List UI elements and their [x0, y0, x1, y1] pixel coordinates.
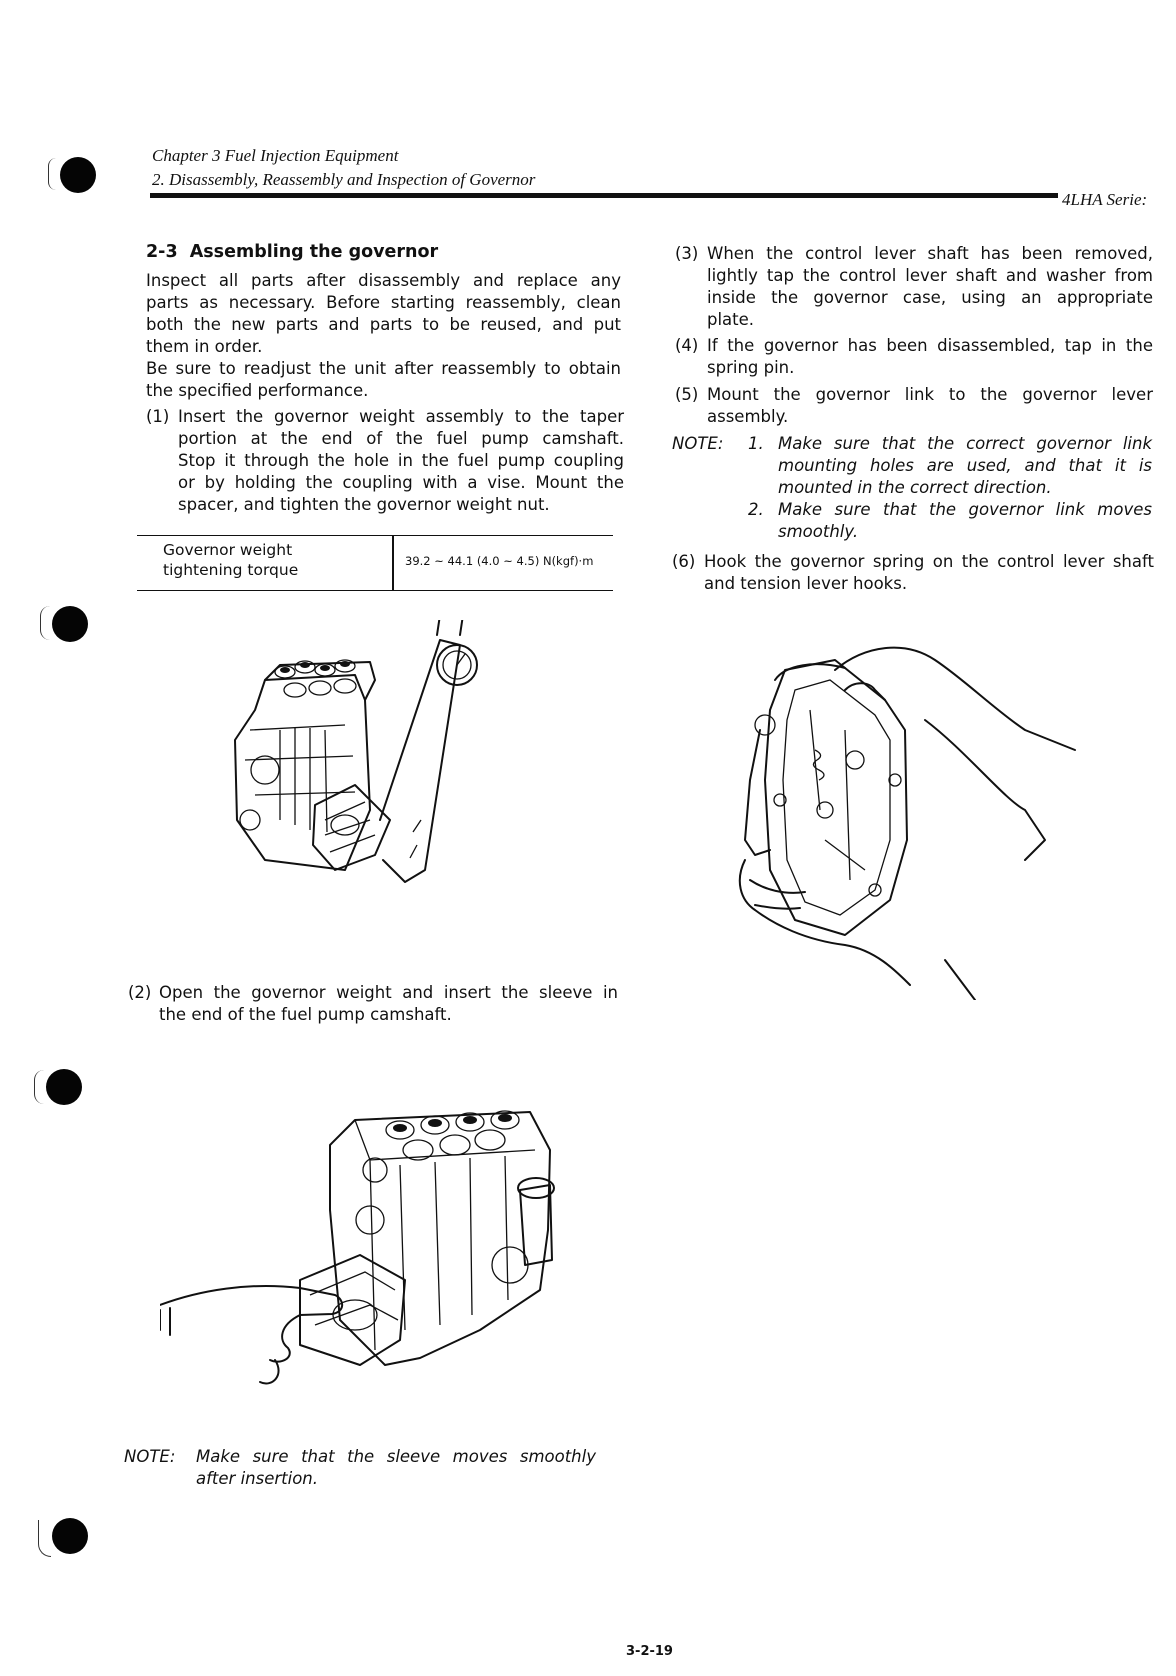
hole-mark-4 — [38, 1520, 51, 1557]
right-note-1-line-1: Make sure that the correct governor link — [778, 434, 1152, 453]
step-3-line-2: lightly tap the control lever shaft and washer from — [707, 266, 1153, 285]
binder-hole-4 — [52, 1518, 88, 1554]
step-5-line-2: assembly. — [707, 407, 789, 426]
torque-table-divider — [392, 536, 394, 590]
step-5-line-1: Mount the governor link to the governor lever — [707, 385, 1153, 404]
step-2-line-2: the end of the fuel pump camshaft. — [159, 1005, 452, 1024]
chapter-title: Chapter 3 Fuel Injection Equipment — [152, 146, 399, 165]
hole-mark-1 — [48, 158, 59, 190]
step-6-line-1: Hook the governor spring on the control lever shaft — [704, 552, 1154, 571]
intro-line-1: Inspect all parts after disassembly and replace any — [146, 271, 621, 290]
header-rule — [150, 193, 1058, 198]
torque-label-line-2: tightening torque — [163, 561, 299, 579]
right-note-1-number: 1. — [748, 434, 764, 453]
right-note-2-line-1: Make sure that the governor link moves — [778, 500, 1152, 519]
hole-mark-3 — [34, 1070, 45, 1104]
fig1-illustration — [225, 620, 525, 950]
left-note-line-1: Make sure that the sleeve moves smoothly — [196, 1447, 596, 1466]
torque-table — [137, 535, 613, 591]
binder-hole-2 — [52, 606, 88, 642]
step-6-line-2: and tension lever hooks. — [704, 574, 908, 593]
binder-hole-3 — [46, 1069, 82, 1105]
section-title: 2. Disassembly, Reassembly and Inspection of Governor — [152, 170, 536, 189]
step-4-number: (4) — [675, 336, 699, 355]
step-6-number: (6) — [672, 552, 696, 571]
step-6 — [672, 551, 1154, 595]
right-note-label: NOTE: — [672, 434, 724, 453]
section-heading — [146, 242, 438, 262]
step-5-number: (5) — [675, 385, 699, 404]
step-3-line-3: inside the governor case, using an appropriate — [707, 288, 1153, 307]
torque-label-line-1: Governor weight — [163, 541, 293, 559]
hole-mark-2 — [40, 606, 51, 640]
step-3-number: (3) — [675, 244, 699, 263]
series-label: 4LHA Serie: — [1062, 190, 1148, 209]
intro2-line-2: the specified performance. — [146, 381, 369, 400]
step-4-line-1: If the governor has been disassembled, tap in the — [707, 336, 1153, 355]
fig2-illustration — [725, 640, 1085, 1000]
step-1-line-3: Stop it through the hole in the fuel pump coupling — [178, 451, 624, 470]
step-4-line-2: spring pin. — [707, 358, 795, 377]
section-heading-number: 2-3 — [146, 242, 178, 262]
step-2-line-1: Open the governor weight and insert the sleeve in — [159, 983, 618, 1002]
fig3-illustration — [160, 1090, 580, 1430]
left-note — [124, 1446, 604, 1490]
intro-paragraph — [146, 270, 621, 402]
right-note — [672, 433, 1152, 543]
right-note-2-number: 2. — [748, 500, 764, 519]
section-heading-text: Assembling the governor — [189, 242, 439, 262]
intro-line-2: parts as necessary. Before starting reassembly, clean — [146, 293, 621, 312]
step-1-line-4: or by holding the coupling with a vise. Mount the — [178, 473, 624, 492]
step-1-line-5: spacer, and tighten the governor weight nut. — [178, 495, 550, 514]
right-note-1-line-2: mounting holes are used, and that it is — [778, 456, 1152, 475]
torque-value: 39.2 ~ 44.1 (4.0 ~ 4.5) N(kgf)·m — [405, 554, 594, 568]
step-2-number: (2) — [128, 983, 152, 1002]
step-2 — [128, 982, 618, 1026]
page-number: 3-2-19 — [626, 1644, 673, 1659]
torque-label — [163, 540, 298, 580]
binder-hole-1 — [60, 157, 96, 193]
step-3 — [675, 243, 1153, 331]
step-3-line-4: plate. — [707, 310, 755, 329]
step-1-number: (1) — [146, 407, 170, 426]
intro2-line-1: Be sure to readjust the unit after reassembly to obtain — [146, 359, 621, 378]
step-3-line-1: When the control lever shaft has been removed, — [707, 244, 1153, 263]
intro-line-3: both the new parts and parts to be reused, and put — [146, 315, 621, 334]
left-note-line-2: after insertion. — [196, 1469, 318, 1488]
left-note-label: NOTE: — [124, 1447, 176, 1466]
step-5 — [675, 384, 1153, 428]
right-note-2-line-2: smoothly. — [778, 522, 859, 541]
step-4 — [675, 335, 1153, 379]
step-1 — [146, 406, 624, 516]
right-note-1-line-3: mounted in the correct direction. — [778, 478, 1052, 497]
step-1-line-1: Insert the governor weight assembly to the taper — [178, 407, 624, 426]
intro-line-4: them in order. — [146, 337, 263, 356]
step-1-line-2: portion at the end of the fuel pump camshaft. — [178, 429, 624, 448]
